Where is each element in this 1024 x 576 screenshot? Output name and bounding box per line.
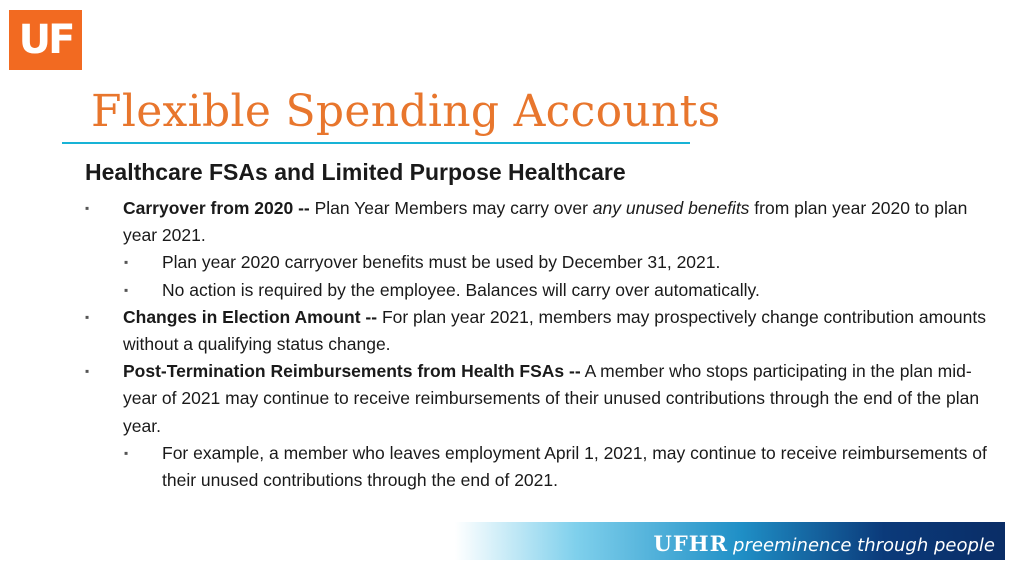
title-underline [62, 142, 690, 144]
bullet-item-post-termination [85, 358, 1005, 440]
sub-item-text: Plan year 2020 carryover benefits must be used by December 31, 2021. [162, 252, 721, 273]
item-text: A member who stops participating in the plan mid-year of 2021 may continue to receive reimbursements of their unused contributions through the end of the plan year. [123, 361, 980, 436]
footer-text [654, 531, 995, 556]
bullet-marker-icon: ▪ [85, 364, 90, 379]
sub-item-text: No action is required by the employee. Balances will carry over automatically. [162, 279, 760, 300]
item-heading: Changes in Election Amount -- [123, 306, 378, 327]
item-emphasis: any unused benefits [592, 198, 750, 218]
uf-logo [9, 10, 82, 70]
item-text: For plan year 2021, members may prospectively change contribution amounts without a qualifying status change. [123, 306, 986, 355]
sub-bullet-item [85, 249, 1005, 276]
item-heading: Carryover from 2020 -- [123, 198, 310, 218]
sub-item-text: For example, a member who leaves employment April 1, 2021, may continue to receive reimbursements of their unused contributions through the end of 2021. [162, 442, 987, 491]
footer-tagline: preeminence through people [733, 535, 995, 556]
item-heading: Post-Termination Reimbursements from Health FSAs -- [123, 361, 581, 382]
bullet-marker-icon: ▪ [85, 309, 90, 324]
uf-logo-text: UF [18, 17, 73, 63]
item-text: Plan Year Members may carry over [309, 198, 593, 218]
item-text: from plan year 2020 to plan year 2021. [123, 198, 968, 246]
sub-bullet-item [85, 277, 1005, 304]
section-heading: Healthcare FSAs and Limited Purpose Healthcare [85, 159, 626, 185]
bullet-marker-icon: ▪ [124, 445, 129, 460]
bullet-marker-icon: ▪ [124, 255, 129, 270]
bullet-item-election-changes [85, 304, 1005, 358]
bullet-item-carryover [85, 195, 1005, 249]
bullet-marker-icon: ▪ [85, 201, 90, 215]
footer-brand: UFHR [653, 531, 729, 556]
slide-title: Flexible Spending Accounts [91, 86, 721, 137]
bullet-marker-icon: ▪ [124, 282, 129, 297]
footer-banner [455, 522, 1005, 560]
sub-bullet-item [85, 440, 1005, 494]
bullet-list [85, 195, 1005, 494]
